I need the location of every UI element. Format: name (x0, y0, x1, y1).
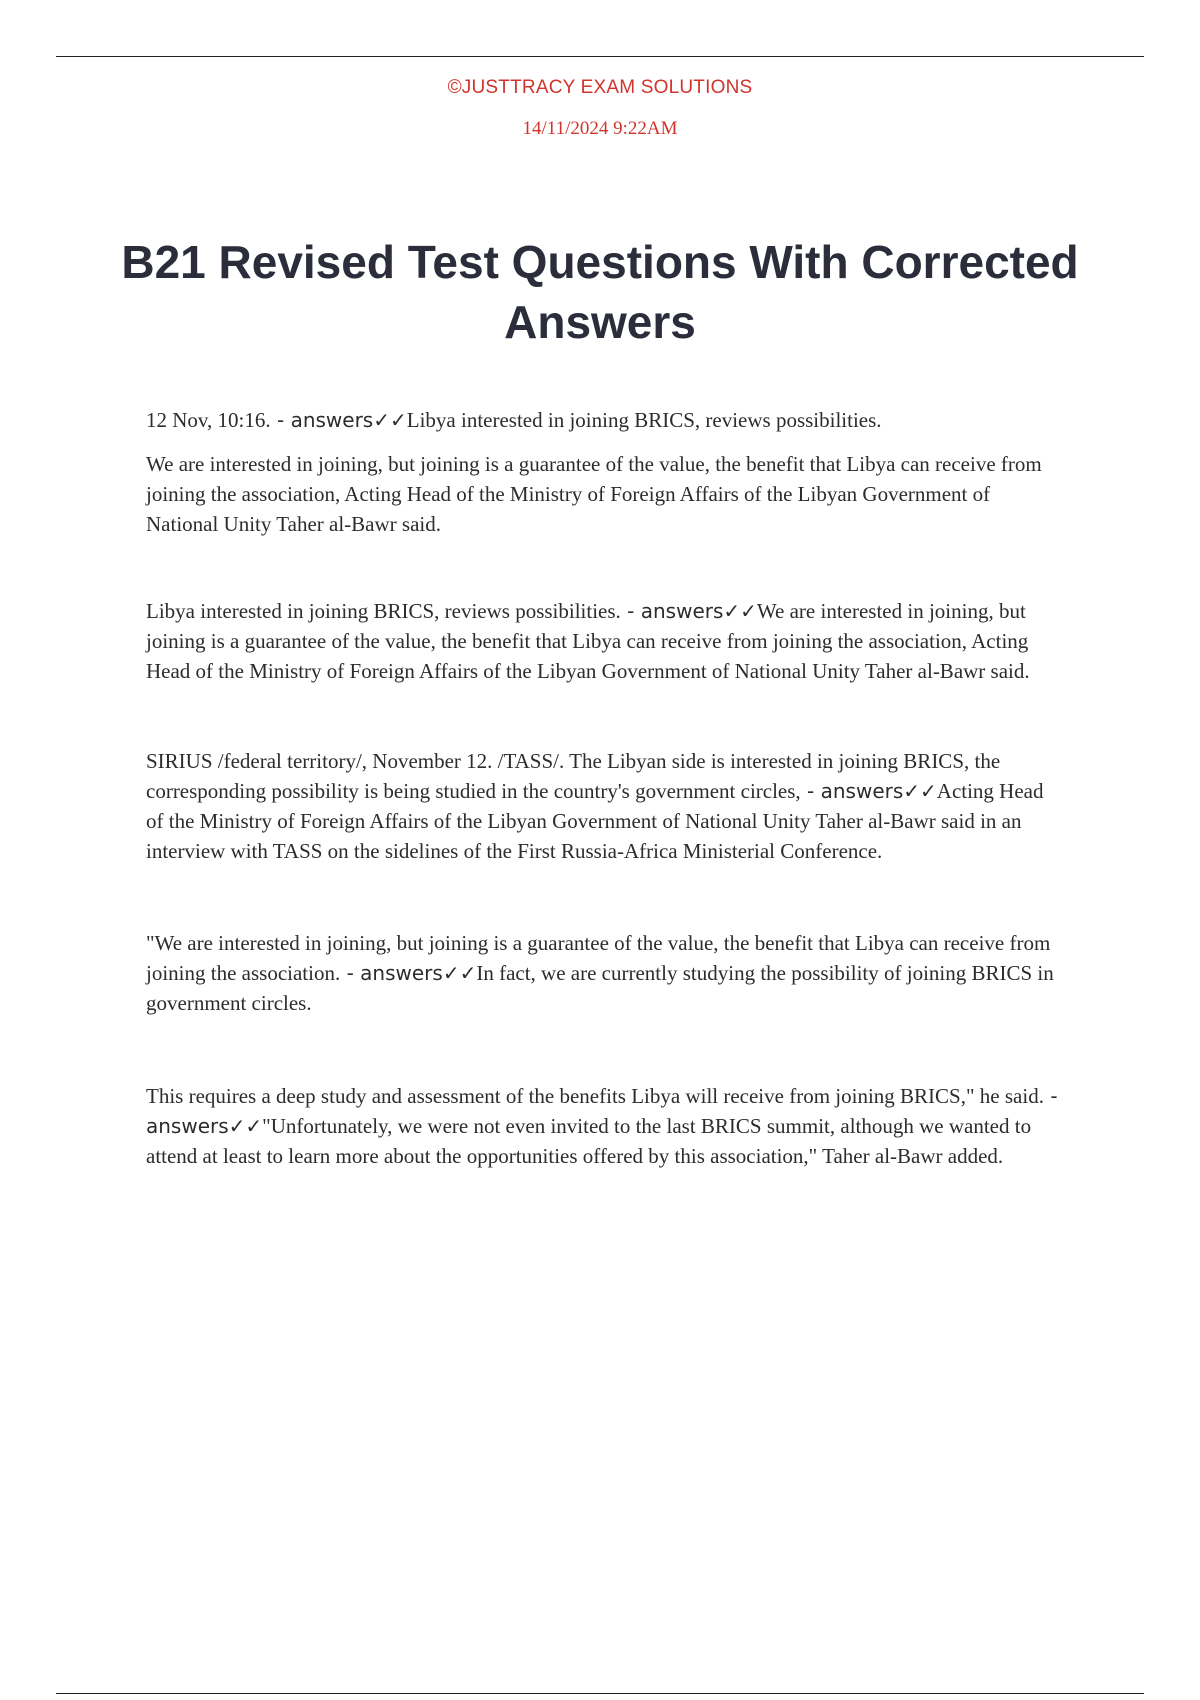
qa-line (146, 1081, 1061, 1171)
qa-item-3 (146, 746, 1061, 866)
qa-line (146, 746, 1061, 866)
watermark-header (0, 74, 1200, 142)
qa-item-1 (146, 405, 1061, 539)
qa-item-4 (146, 928, 1061, 1018)
qa-line (146, 405, 1061, 435)
answer-text: "Unfortunately, we were not even invited to the last BRICS summit, although we wanted to attend at least to learn more about the opportunities offered by this association," Taher al-Bawr added. (146, 1114, 1032, 1168)
answer-text: We are interested in joining, but joining is a guarantee of the value, the benefit that Libya can receive from joining the association, Acting Head of the Ministry of Foreign Affairs of the Libyan Government of National Unity Taher al-Bawr said. (146, 599, 1030, 683)
bottom-rule (56, 1693, 1144, 1694)
qa-line (146, 596, 1061, 686)
top-rule (56, 56, 1144, 57)
answer-text: Libya interested in joining BRICS, reviews possibilities. (406, 408, 882, 432)
watermark-timestamp: 14/11/2024 9:22AM (522, 118, 678, 139)
qa-item-5 (146, 1081, 1061, 1171)
qa-item-2 (146, 596, 1061, 686)
watermark-brand: ©JUSTTRACY EXAM SOLUTIONS (447, 77, 753, 98)
question-text: 12 Nov, 10:16. (146, 408, 271, 432)
answer-marker: - answers✓✓ (146, 1084, 1058, 1138)
answer-marker: - answers✓✓ (620, 599, 757, 623)
question-text: "We are interested in joining, but joining is a guarantee of the value, the benefit that Libya can receive from joining the association. (146, 931, 1051, 985)
answer-text: Acting Head of the Ministry of Foreign Affairs of the Libyan Government of National Unity Taher al-Bawr said in an interview with TASS on the sidelines of the First Russia-Africa Ministerial Conference. (146, 779, 1044, 863)
answer-marker: - answers✓✓ (340, 961, 477, 985)
question-text: SIRIUS /federal territory/, November 12. /TASS/. The Libyan side is interested in joining BRICS, the corresponding possibility is being studied in the country's government circles, (146, 749, 1001, 803)
qa-line (146, 928, 1061, 1018)
question-text: Libya interested in joining BRICS, reviews possibilities. (146, 599, 621, 623)
qa-list (146, 405, 1061, 1171)
answer-text: In fact, we are currently studying the possibility of joining BRICS in government circles. (146, 961, 1054, 1015)
question-text: This requires a deep study and assessment of the benefits Libya will receive from joining BRICS," he said. (146, 1084, 1044, 1108)
answer-marker: - answers✓✓ (270, 408, 407, 432)
answer-marker: - answers✓✓ (800, 779, 937, 803)
document-title: B21 Revised Test Questions With Corrected Answers (121, 236, 1079, 348)
answer-continuation: We are interested in joining, but joining is a guarantee of the value, the benefit that Libya can receive from joining the association, Acting Head of the Ministry of Foreign Affairs of the Libyan Government of National Unity Taher al-Bawr said. (146, 452, 1042, 536)
